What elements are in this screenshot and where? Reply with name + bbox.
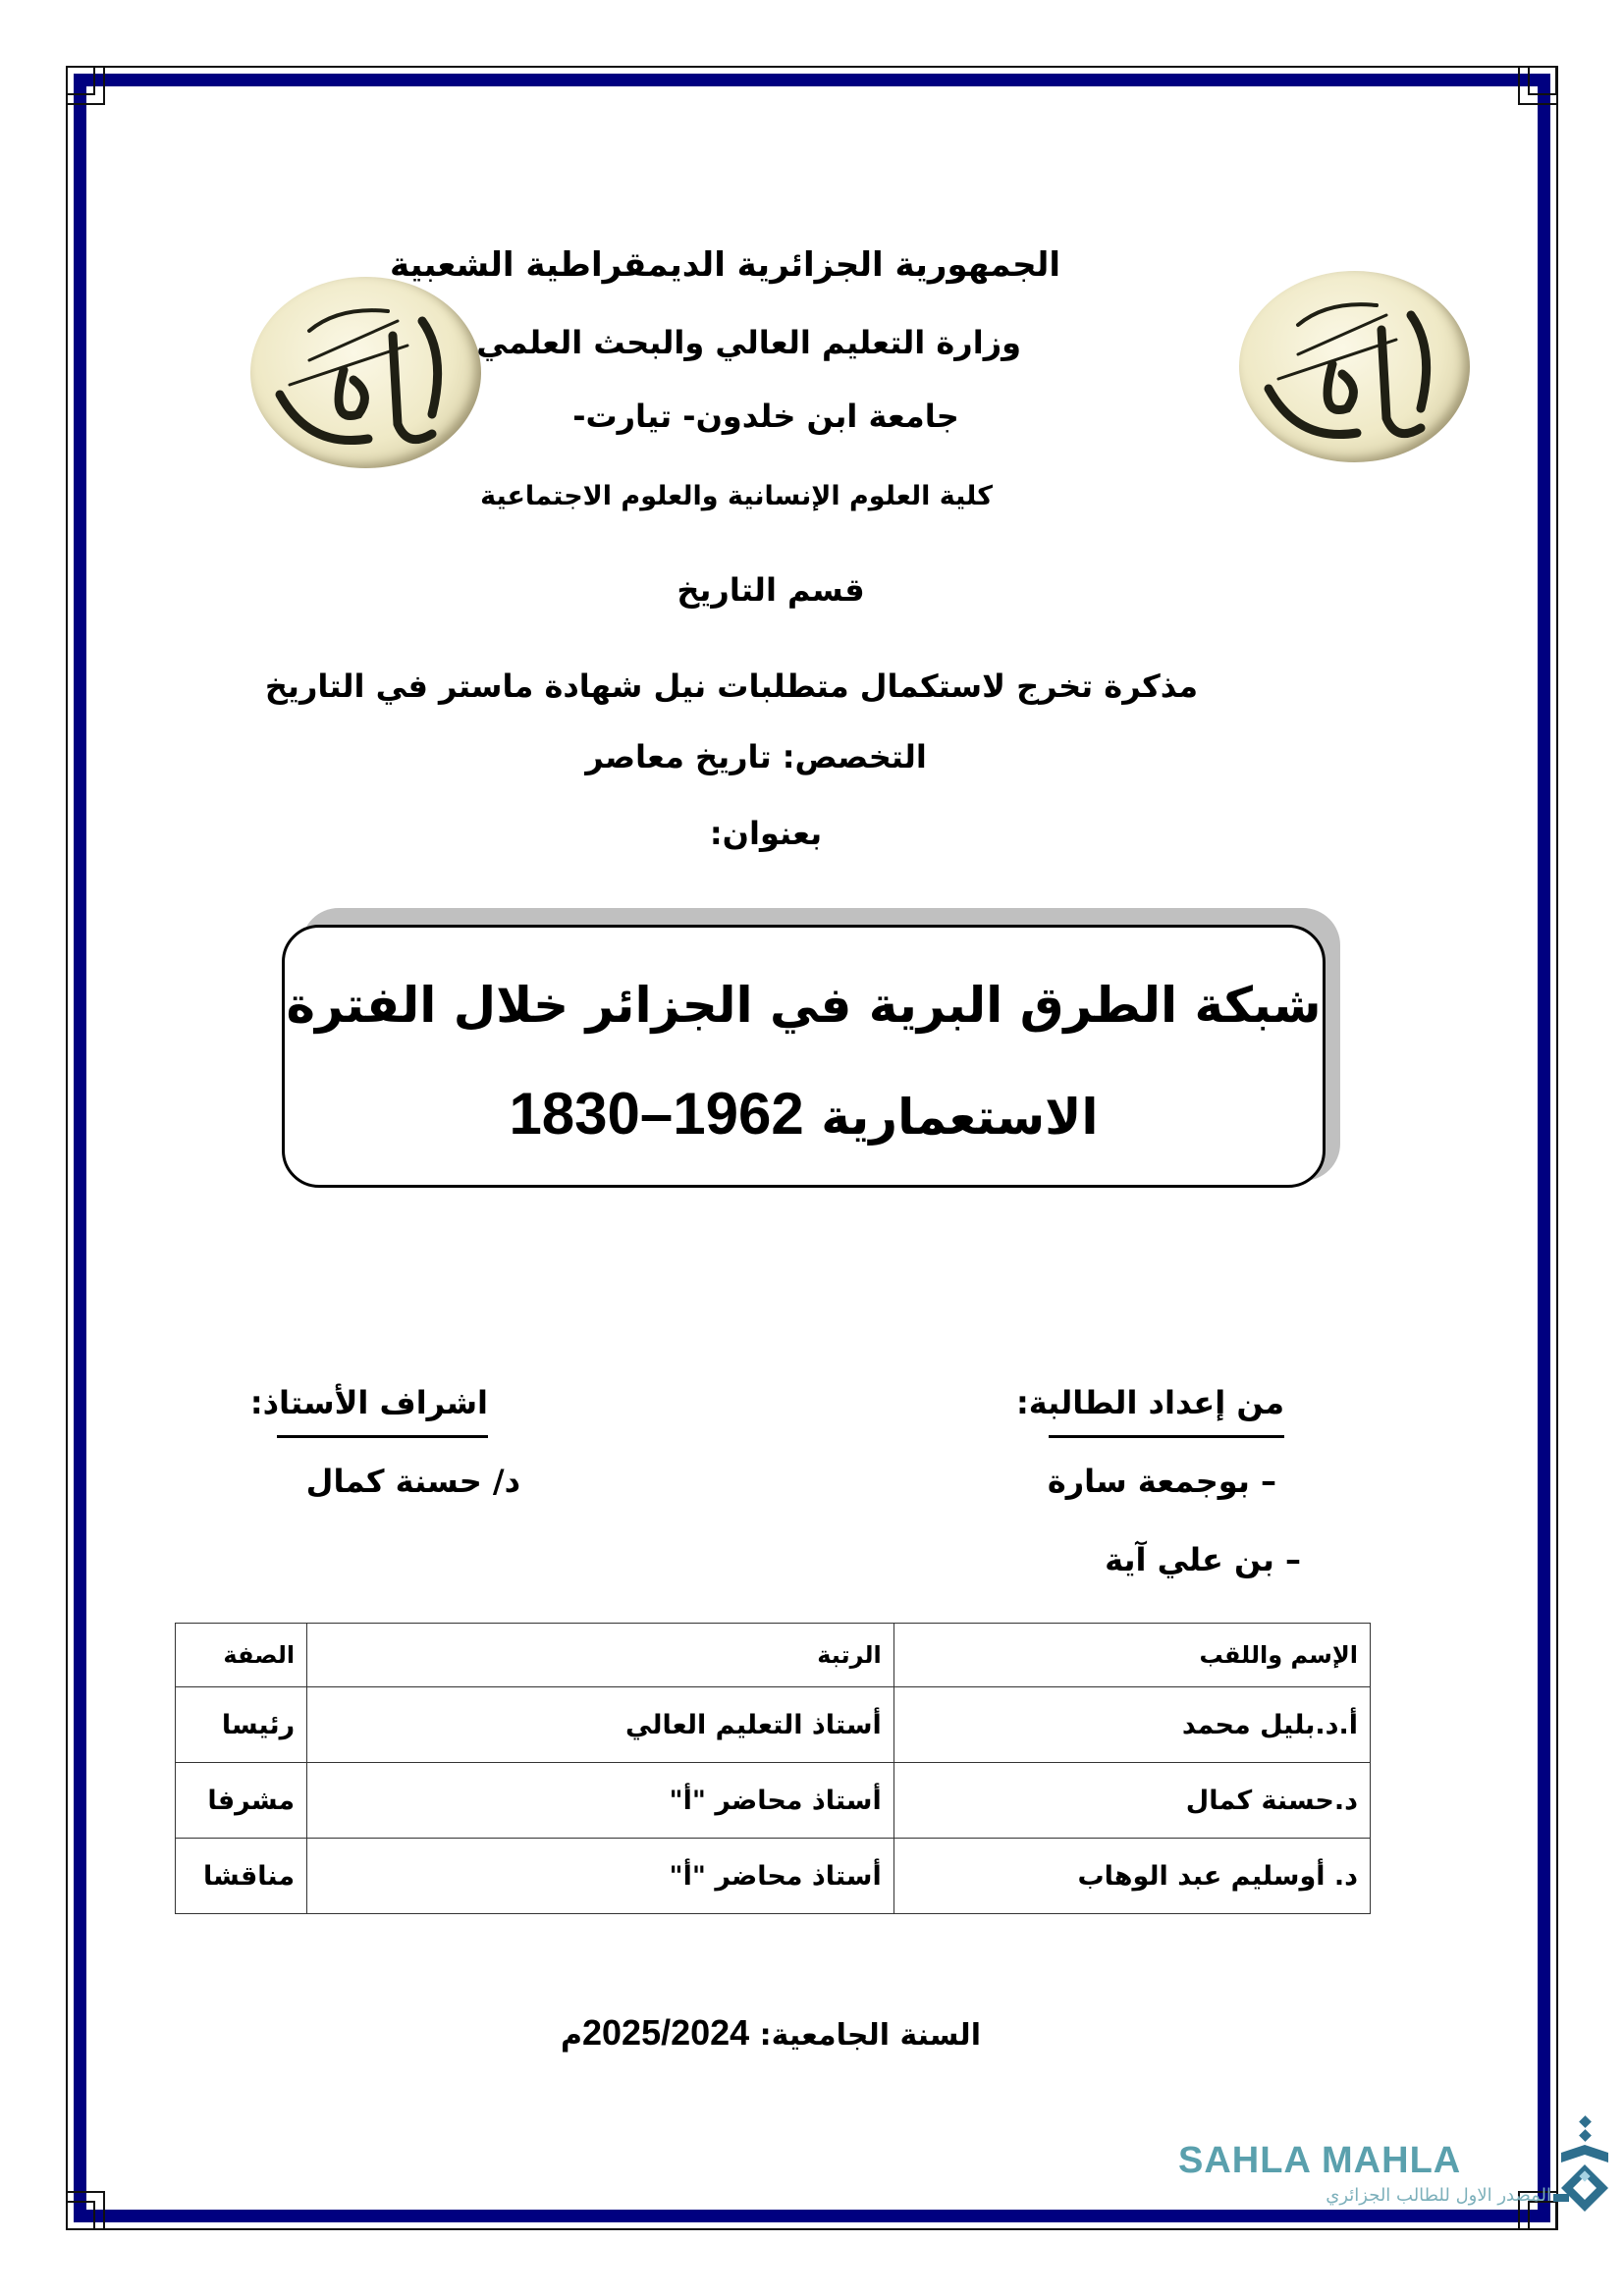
table-header-row (176, 1624, 1371, 1687)
jury-member-role: مناقشا (176, 1839, 307, 1914)
table-row (176, 1763, 1371, 1839)
column-header-name: الإسم واللقب (893, 1624, 1370, 1687)
jury-member-role: مشرفا (176, 1763, 307, 1839)
watermark-logo-icon (1551, 2115, 1620, 2218)
table-row (176, 1687, 1371, 1763)
border-corner-ornament (1518, 66, 1557, 105)
supervisor-label: اشراف الأستاذ: (277, 1384, 488, 1438)
specialty: التخصص: تاريخ معاصر (585, 738, 927, 775)
prepared-by-label: من إعداد الطالبة: (1049, 1384, 1284, 1438)
watermark-brand: SAHLA MAHLA (1178, 2140, 1462, 2181)
jury-member-rank: أستاذ التعليم العالي (307, 1687, 894, 1763)
border-corner-ornament (66, 2191, 105, 2230)
jury-member-name: أ.د.بليل محمد (893, 1687, 1370, 1763)
table-row (176, 1839, 1371, 1914)
country-name: الجمهورية الجزائرية الديمقراطية الشعبية (390, 245, 1060, 285)
column-header-rank: الرتبة (307, 1624, 894, 1687)
department-name: قسم التاريخ (677, 571, 865, 609)
jury-member-rank: أستاذ محاضر "أ" (307, 1839, 894, 1914)
thesis-title-period-word: الاستعمارية (821, 1089, 1099, 1146)
faculty-name: كلية العلوم الإنسانية والعلوم الاجتماعية (480, 481, 993, 511)
academic-year-label: السنة الجامعية: (759, 2018, 981, 2053)
watermark-tagline: المصدر الاول للطالب الجزائري (1326, 2185, 1551, 2206)
jury-member-name: د.حسنة كمال (893, 1763, 1370, 1839)
thesis-type: مذكرة تخرج لاستكمال متطلبات نيل شهادة ماستر في التاريخ (264, 667, 1198, 705)
academic-year (545, 2012, 997, 2054)
university-seal-logo-left (250, 277, 481, 468)
academic-year-suffix: م (561, 2018, 582, 2053)
calligraphy-seal-icon (1239, 271, 1470, 462)
calligraphy-seal-icon (250, 277, 481, 468)
jury-member-name: د. أوسليم عبد الوهاب (893, 1839, 1370, 1914)
student-name: – بن علي آية (1105, 1541, 1301, 1578)
supervisor-name: د/ حسنة كمال (305, 1463, 520, 1500)
ministry-name: وزارة التعليم العالي والبحث العلمي (476, 324, 1021, 361)
title-intro: بعنوان: (709, 815, 823, 852)
university-name: جامعة ابن خلدون- تيارت- (572, 398, 959, 435)
jury-table (175, 1623, 1371, 1914)
column-header-role: الصفة (176, 1624, 307, 1687)
jury-member-role: رئيسا (176, 1687, 307, 1763)
academic-year-value: 2025/2024 (582, 2012, 750, 2053)
thesis-title-line-1: شبكة الطرق البرية في الجزائر خلال الفترة (286, 977, 1322, 1034)
student-name: – بوجمعة سارة (1047, 1463, 1276, 1500)
thesis-title-years: 1830–1962 (509, 1081, 804, 1147)
thesis-title-box (282, 925, 1326, 1188)
university-seal-logo-right (1239, 271, 1470, 462)
border-corner-ornament (66, 66, 105, 105)
thesis-title-line-2 (285, 1080, 1323, 1148)
jury-member-rank: أستاذ محاضر "أ" (307, 1763, 894, 1839)
